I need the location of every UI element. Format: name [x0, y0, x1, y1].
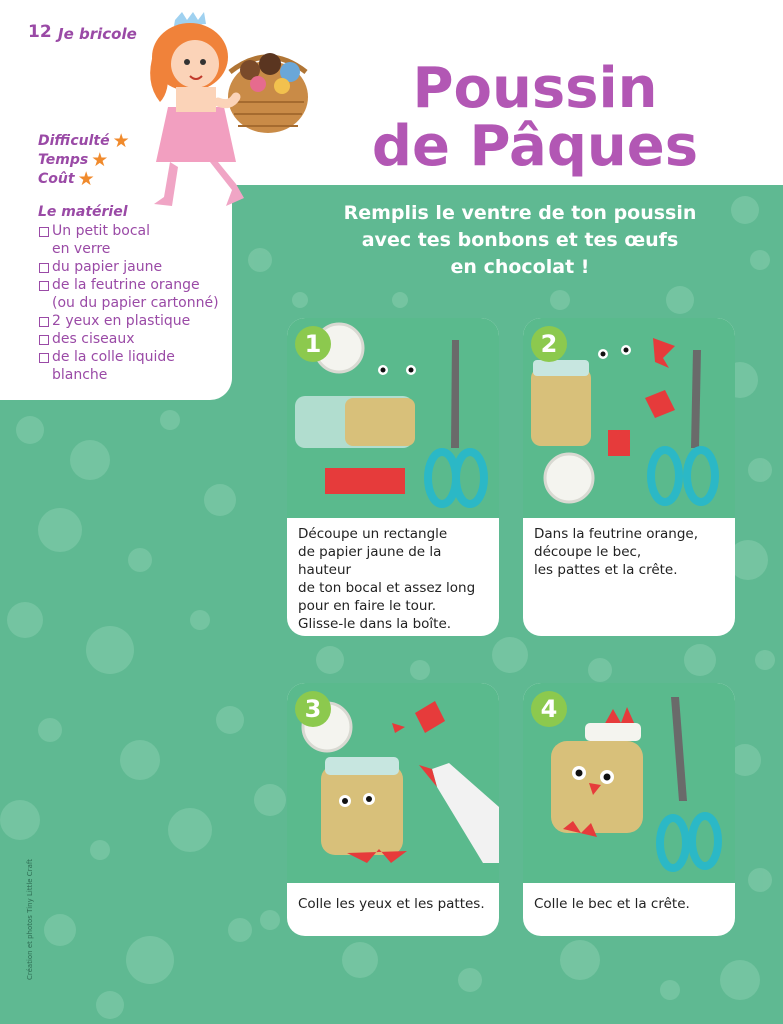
star-icon: ★ [77, 167, 95, 190]
rating-difficulty [38, 131, 130, 150]
star-icon: ★ [91, 148, 109, 171]
section-label: Je bricole [58, 25, 137, 43]
material-item [38, 330, 228, 348]
step-line: Colle les yeux et les pattes. [298, 896, 485, 912]
step-card-2 [523, 318, 735, 636]
ratings [38, 131, 130, 188]
material-text: des ciseaux [52, 331, 135, 347]
material-text: de la feutrine orange [52, 277, 200, 293]
step-line: découpe le bec, [534, 544, 642, 560]
step-text-1 [298, 525, 493, 633]
step-text-3 [298, 895, 493, 913]
page-number: 12 [28, 22, 52, 42]
title-line-1: Poussin [412, 56, 658, 121]
step-number-badge: 1 [295, 326, 331, 362]
rating-time [38, 150, 130, 169]
intro-text [320, 200, 720, 281]
step-card-3 [287, 683, 499, 936]
material-text: de la colle liquide [52, 349, 175, 365]
rating-cost-label: Coût [38, 170, 75, 187]
step-line: pour en faire le tour. [298, 598, 437, 614]
material-text: du papier jaune [52, 259, 163, 275]
step-number-badge: 4 [531, 691, 567, 727]
step-text-2 [534, 525, 729, 579]
step-card-4 [523, 683, 735, 936]
material-item [38, 348, 228, 384]
step-card-1 [287, 318, 499, 636]
material-text: Un petit bocal [52, 223, 151, 239]
materials-heading: Le matériel [38, 204, 128, 220]
intro-line: avec tes bonbons et tes œufs [361, 229, 679, 251]
step-line: Glisse-le dans la boîte. [298, 616, 452, 632]
step-number-badge: 3 [295, 691, 331, 727]
title-line-2: de Pâques [371, 114, 699, 179]
step-line: Découpe un rectangle [298, 526, 448, 542]
material-text: blanche [52, 367, 108, 383]
material-text: (ou du papier cartonné) [52, 295, 219, 311]
material-text: en verre [52, 241, 111, 257]
photo-credit: Création et photos Tiny Little Craft [26, 859, 34, 980]
step-line: de ton bocal et assez long [298, 580, 476, 596]
page-title [360, 56, 710, 179]
material-item [38, 312, 228, 330]
step-text-4 [534, 895, 729, 913]
materials-list [38, 204, 228, 384]
material-item [38, 222, 228, 258]
step-line: les pattes et la crête. [534, 562, 678, 578]
rating-time-label: Temps [38, 151, 89, 168]
star-icon: ★ [112, 129, 130, 152]
step-number-badge: 2 [531, 326, 567, 362]
girl-with-basket-illustration [140, 12, 310, 217]
step-line: Dans la feutrine orange, [534, 526, 699, 542]
intro-line: Remplis le ventre de ton poussin [343, 202, 697, 224]
material-item [38, 276, 228, 312]
step-line: de papier jaune de la hauteur [298, 544, 442, 578]
material-item [38, 258, 228, 276]
rating-difficulty-label: Difficulté [38, 132, 110, 149]
step-line: Colle le bec et la crête. [534, 896, 690, 912]
rating-cost [38, 169, 130, 188]
intro-line: en chocolat ! [450, 256, 590, 278]
material-text: 2 yeux en plastique [52, 313, 191, 329]
